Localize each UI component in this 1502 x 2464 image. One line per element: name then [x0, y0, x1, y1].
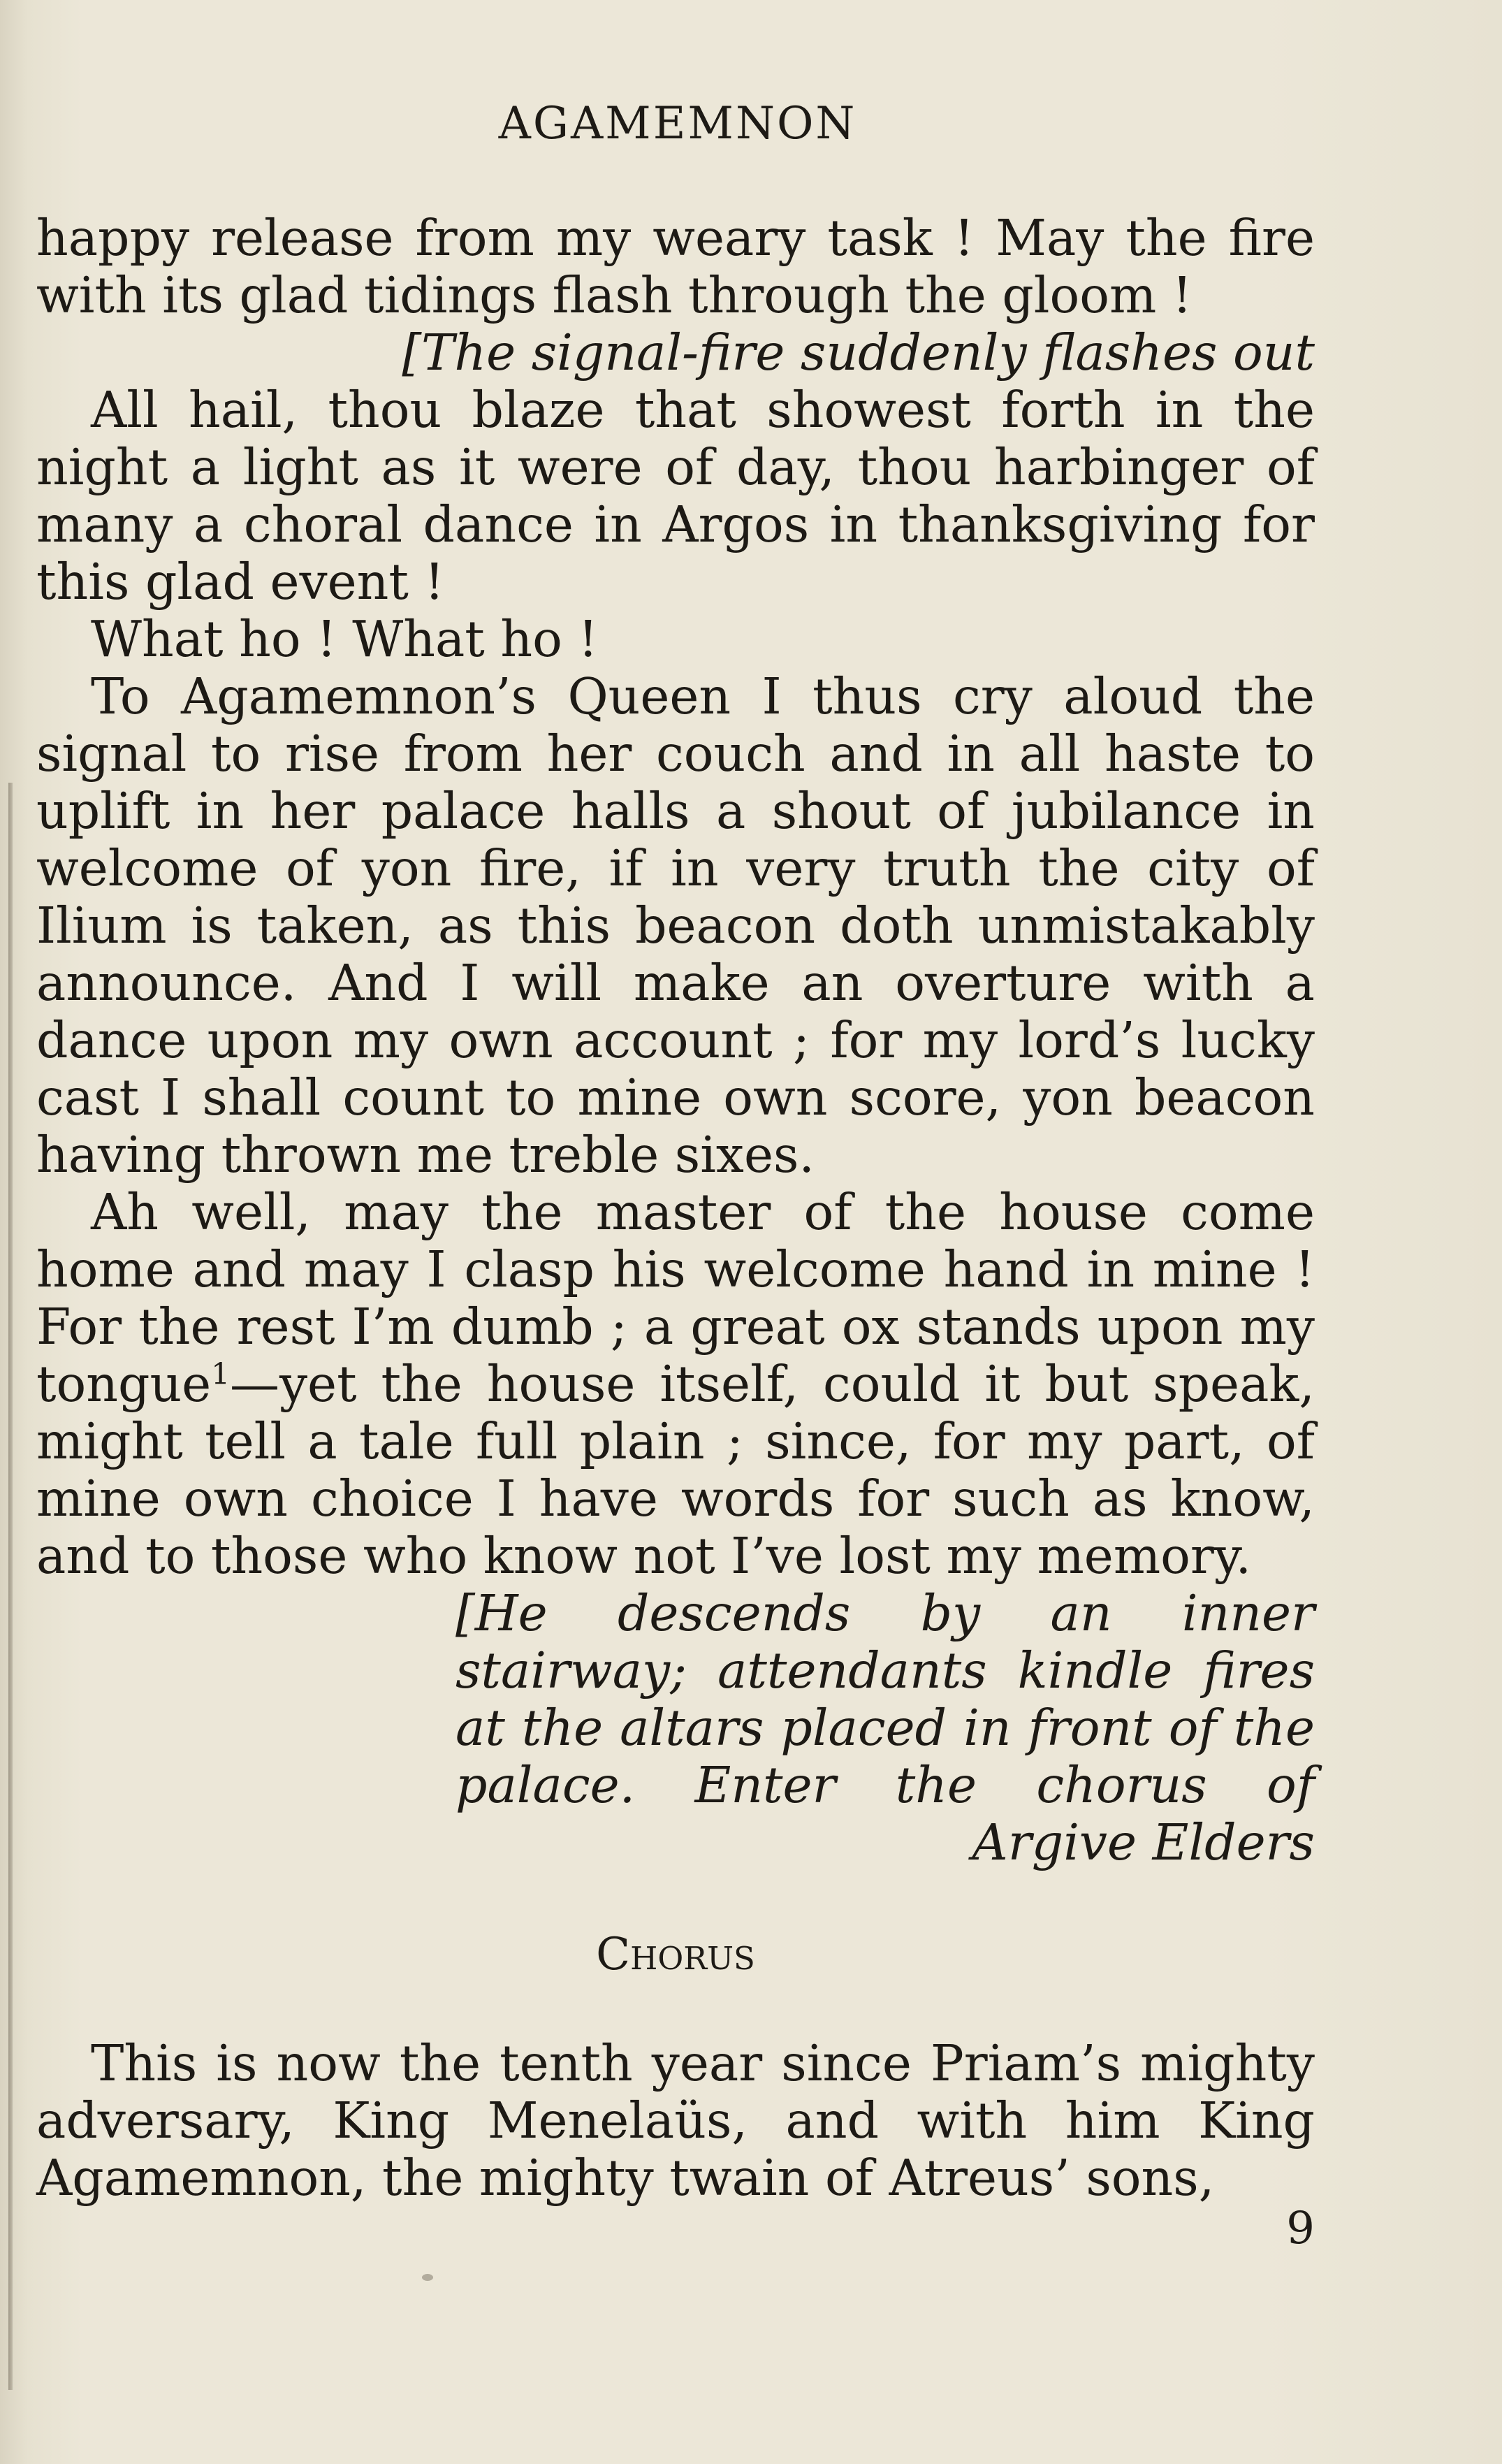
- paragraph-ah-well-part1: Ah well, may the master of the house come home and may I clasp his welcome hand in mine ! For the rest I’m dumb ; a great ox stands upon my tongue: [36, 1183, 1315, 1413]
- running-title: AGAMEMNON: [498, 98, 857, 150]
- paragraph-ah-well: [36, 1184, 1315, 1585]
- page-gutter-shadow: [8, 783, 13, 2390]
- page-body: [36, 210, 1315, 2207]
- page-number: 9: [1286, 2203, 1315, 2254]
- paragraph-all-hail: All hail, thou blaze that showest forth in the night a light as it were of day, thou harbinger of many a choral dance in Argos in thanksgiving for this glad event !: [36, 381, 1315, 611]
- stage-direction-signal-fire: [The signal-fire suddenly flashes out: [402, 324, 1315, 382]
- footnote-marker: 1: [211, 1356, 230, 1391]
- paragraph-what-ho: What ho ! What ho !: [91, 610, 598, 668]
- paragraph-ah-well-part2: —yet the house itself, could it but speak, might tell a tale full plain ; since, for my part, of mine own choice I have words for such as know, and to those who know not I’ve lost my memory.: [36, 1355, 1315, 1585]
- paragraph-agamemnons-queen: To Agamemnon’s Queen I thus cry aloud the signal to rise from her couch and in all haste to uplift in her palace halls a shout of jubilance in welcome of yon fire, if in very truth the city of Ilium is taken, as this beacon doth unmistakably announce. And I will make an overture with a dance upon my own account ; for my lord’s lucky cast I shall count to mine own score, yon beacon having thrown me treble sixes.: [36, 667, 1315, 1184]
- paragraph-continued: happy release from my weary task ! May the fire with its glad tidings flash through the gloom !: [36, 209, 1315, 324]
- stage-direction-descends: [He descends by an inner stairway; attendants kindle fires at the altars placed in front of the palace. Enter the chorus of Argive Elders: [455, 1584, 1315, 1871]
- paragraph-tenth-year: This is now the tenth year since Priam’s mighty adversary, King Menelaüs, and with him King Agamemnon, the mighty twain of Atreus’ sons,: [36, 2034, 1315, 2207]
- paper-speck: [422, 2274, 433, 2281]
- speaker-heading: Chorus: [596, 1929, 755, 1980]
